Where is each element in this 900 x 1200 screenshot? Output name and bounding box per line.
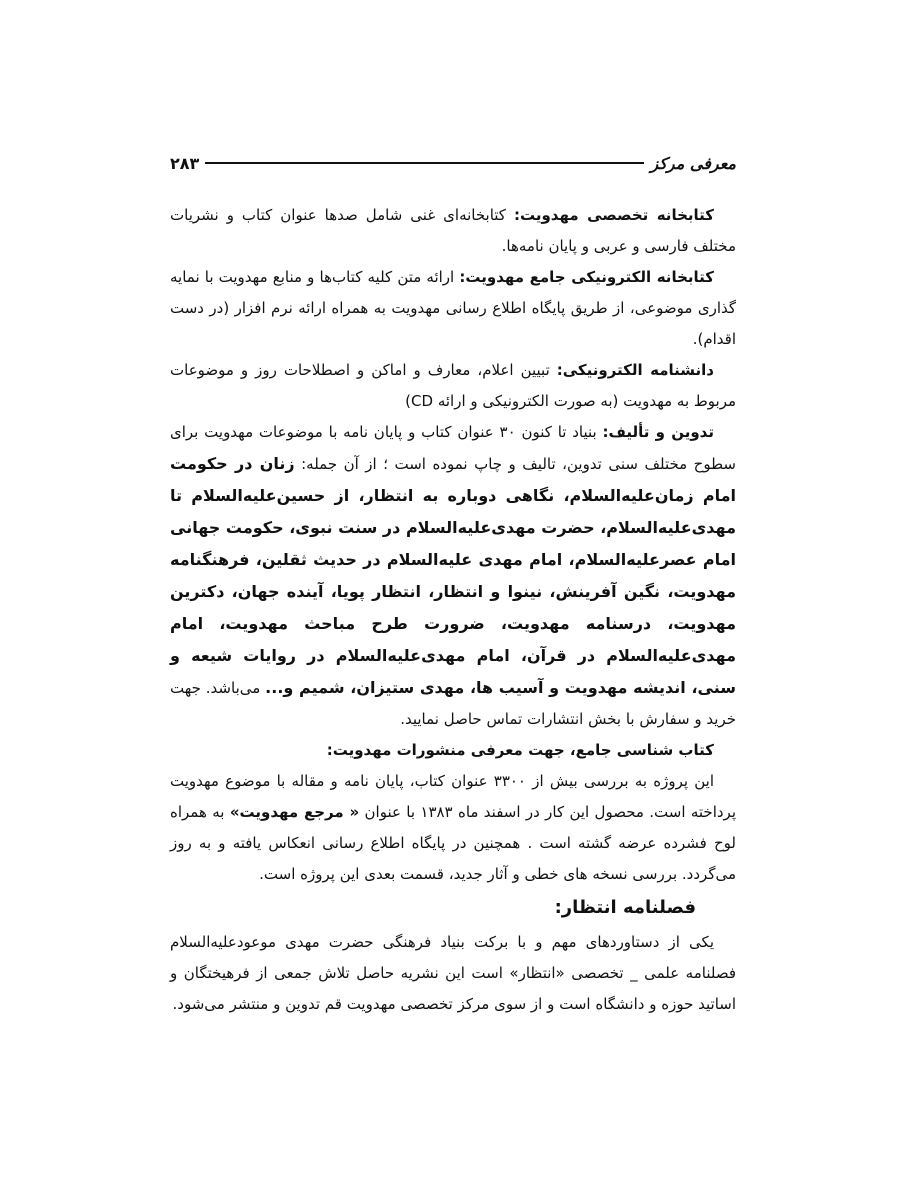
text-electronic-library: ارائه متن کلیه کتاب‌ها و منابع مهدویت با نمایه گذاری موضوعی، از طریق پایگاه اطلاع رسانی مهدویت به همراه ارائه نرم افزار (در دست اقدام). bbox=[170, 268, 736, 348]
paragraph-quarterly: یکی از دستاوردهای مهم و با برکت بنیاد فرهنگی حضرت مهدی موعود‌علیه‌السلام فصلنامه علمی _ تخصصی «انتظار» است این نشریه حاصل تلاش جمعی از فرهیختگان و اساتید حوزه و دانشگاه است و از سوی مرکز تخصصی مهدویت قم تدوین و منتشر می‌شود. bbox=[170, 933, 736, 1013]
term-electronic-library: کتابخانه الکترونیکی جامع مهدویت: bbox=[459, 268, 714, 286]
page-header bbox=[170, 150, 736, 176]
body-text bbox=[170, 200, 736, 1020]
text-encyclopedia: تبیین اعلام، معارف و اماکن و اصطلاحات روز و موضوعات مربوط به مهدویت (به صورت الکترونیکی و ارائه CD) bbox=[170, 361, 736, 410]
text-specialized-library: کتابخانه‌ای غنی شامل صدها عنوان کتاب و نشریات مختلف فارسی و عربی و پایان نامه‌ها. bbox=[170, 206, 736, 255]
section-title: معرفی مرکز bbox=[650, 153, 736, 173]
page-number: ۲۸۳ bbox=[170, 153, 200, 173]
quarterly-heading: فصلنامه انتظار: bbox=[554, 897, 696, 918]
term-publications: تدوین و تألیف: bbox=[602, 423, 714, 441]
bibliography-text-2: به همراه لوح فشرده عرضه گشته است . همچنین در پایگاه اطلاع رسانی انعکاس یافته و به روز می‌گردد. بررسی نسخه های خطی و آثار جدید، قسمت بعدی این پروژه است. bbox=[170, 803, 736, 883]
paragraph-encyclopedia bbox=[170, 355, 736, 417]
header-rule bbox=[205, 162, 644, 164]
bibliography-bold-title: « مرجع مهدویت» bbox=[229, 803, 360, 821]
paragraph-bibliography bbox=[170, 766, 736, 890]
text-publications-after: می‌باشد. جهت خرید و سفارش با بخش انتشارات تماس حاصل نمایید. bbox=[170, 679, 736, 728]
bibliography-text-1: این پروژه به بررسی بیش از ۳۳۰۰ عنوان کتاب، پایان نامه و مقاله با موضوع مهدویت پرداخته است. محصول این کار در اسفند ماه ۱۳۸۳ با عنوان bbox=[170, 772, 736, 821]
term-bibliography: کتاب شناسی جامع، جهت معرفی منشورات مهدویت: bbox=[326, 741, 714, 759]
paragraph-specialized-library bbox=[170, 200, 736, 262]
paragraph-bibliography-title bbox=[170, 735, 736, 766]
paragraph-publications bbox=[170, 417, 736, 735]
text-publications: بنیاد تا کنون ۳۰ عنوان کتاب و پایان نامه با موضوعات مهدویت برای سطوح مختلف سنی تدوین، تالیف و چاپ نموده است ؛ از آن جمله: bbox=[170, 423, 736, 473]
term-encyclopedia: دانشنامه الکترونیکی: bbox=[556, 361, 714, 379]
paragraph-electronic-library bbox=[170, 262, 736, 355]
book-titles-list: زنان در حکومت امام زمان‌علیه‌السلام، نگاهی دوباره به انتظار، از حسین‌علیه‌السلام تا مهدی‌علیه‌السلام، حضرت مهدی‌علیه‌السلام در سنت نبوی، حکومت جهانی امام عصر‌علیه‌السلام، امام مهدی علیه‌السلام در حدیث ثقلین، فرهنگنامه مهدویت، نگین آفرینش، نینوا و انتظار، انتظار پویا، آینده جهان، دکترین مهدویت، درسنامه مهدویت، ضرورت طرح مباحث مهدویت، امام مهدی‌علیه‌السلام در قرآن، امام مهدی‌علیه‌السلام در روایات شیعه و سنی، اندیشه مهدویت و آسیب ها، مهدی ستیزان، شمیم و... bbox=[170, 454, 736, 697]
term-specialized-library: کتابخانه تخصصی مهدویت: bbox=[513, 206, 714, 224]
